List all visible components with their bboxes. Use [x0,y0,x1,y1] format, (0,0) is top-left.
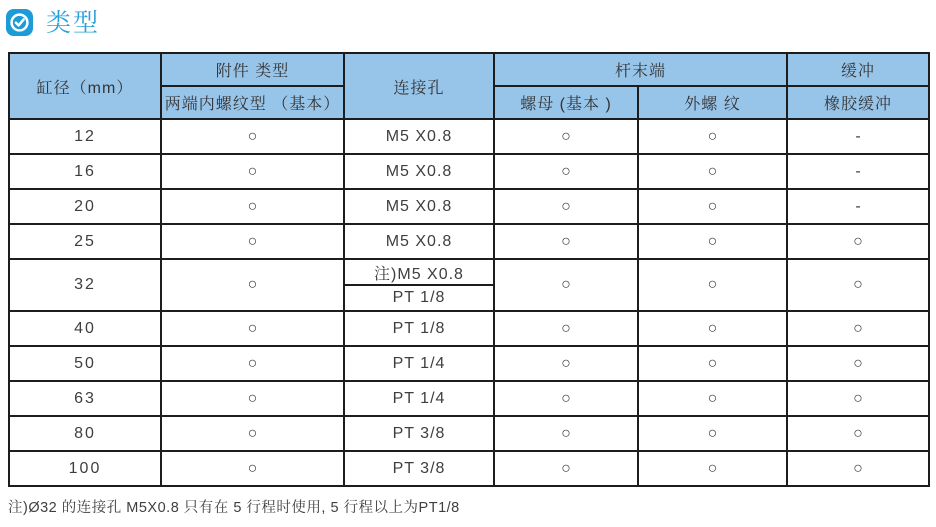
table-row [9,311,929,346]
table-row [9,189,929,224]
table-row [9,346,929,381]
header-bore: 缸径（mm） [9,53,161,119]
cushion-cell: ○ [787,224,929,259]
accessory-cell: ○ [161,224,344,259]
port-cell-top: 注)M5 X0.8 [344,259,494,285]
table-row [9,451,929,486]
accessory-cell: ○ [161,311,344,346]
bore-cell: 50 [9,346,161,381]
nut-cell: ○ [494,451,638,486]
male-thread-cell: ○ [638,311,787,346]
male-thread-cell: ○ [638,119,787,154]
table-row [9,224,929,259]
male-thread-cell: ○ [638,451,787,486]
accessory-cell: ○ [161,346,344,381]
table-row [9,154,929,189]
header-nut: 螺母 (基本 ) [494,86,638,119]
cushion-cell: ○ [787,311,929,346]
header-accessory: 附件 类型 [161,53,344,86]
accessory-cell: ○ [161,259,344,311]
page-title: 类型 [46,8,101,37]
header-accessory-sub: 两端内螺纹型 （基本） [161,86,344,119]
footnote: 注)Ø32 的连接孔 M5X0.8 只有在 5 行程时使用, 5 行程以上为PT1/8 [8,500,460,516]
bore-cell: 100 [9,451,161,486]
port-cell-bottom: PT 1/8 [344,285,494,311]
port-cell: PT 1/8 [344,311,494,346]
male-thread-cell: ○ [638,416,787,451]
nut-cell: ○ [494,119,638,154]
male-thread-cell: ○ [638,381,787,416]
accessory-cell: ○ [161,154,344,189]
check-circle-badge-icon [6,9,33,36]
nut-cell: ○ [494,189,638,224]
table-row [9,416,929,451]
bore-cell: 63 [9,381,161,416]
bore-cell: 16 [9,154,161,189]
port-cell: M5 X0.8 [344,154,494,189]
header-male-thread: 外螺 纹 [638,86,787,119]
male-thread-cell: ○ [638,224,787,259]
nut-cell: ○ [494,346,638,381]
port-cell: M5 X0.8 [344,224,494,259]
header-row-1 [9,53,929,86]
cushion-cell: ○ [787,416,929,451]
nut-cell: ○ [494,311,638,346]
cushion-cell: - [787,154,929,189]
cushion-cell: ○ [787,451,929,486]
nut-cell: ○ [494,381,638,416]
nut-cell: ○ [494,259,638,311]
male-thread-cell: ○ [638,189,787,224]
accessory-cell: ○ [161,381,344,416]
header-cushion: 缓冲 [787,53,929,86]
male-thread-cell: ○ [638,154,787,189]
port-cell: PT 3/8 [344,416,494,451]
cushion-cell: - [787,189,929,224]
cushion-cell: ○ [787,346,929,381]
spec-table [8,52,930,487]
accessory-cell: ○ [161,416,344,451]
port-cell: PT 1/4 [344,346,494,381]
bore-cell: 12 [9,119,161,154]
cushion-cell: ○ [787,381,929,416]
accessory-cell: ○ [161,189,344,224]
table-row [9,119,929,154]
bore-cell: 80 [9,416,161,451]
bore-cell: 25 [9,224,161,259]
port-cell: PT 3/8 [344,451,494,486]
header-rubber-cushion: 橡胶缓冲 [787,86,929,119]
nut-cell: ○ [494,224,638,259]
port-cell: M5 X0.8 [344,189,494,224]
bore-cell: 40 [9,311,161,346]
male-thread-cell: ○ [638,346,787,381]
cushion-cell: - [787,119,929,154]
cushion-cell: ○ [787,259,929,311]
port-cell: M5 X0.8 [344,119,494,154]
bore-cell: 32 [9,259,161,311]
header-rod-end: 杆末端 [494,53,787,86]
accessory-cell: ○ [161,119,344,154]
bore-cell: 20 [9,189,161,224]
section-header [6,7,936,37]
table-row [9,381,929,416]
nut-cell: ○ [494,154,638,189]
table-row [9,259,929,285]
accessory-cell: ○ [161,451,344,486]
header-port: 连接孔 [344,53,494,119]
male-thread-cell: ○ [638,259,787,311]
port-cell: PT 1/4 [344,381,494,416]
nut-cell: ○ [494,416,638,451]
